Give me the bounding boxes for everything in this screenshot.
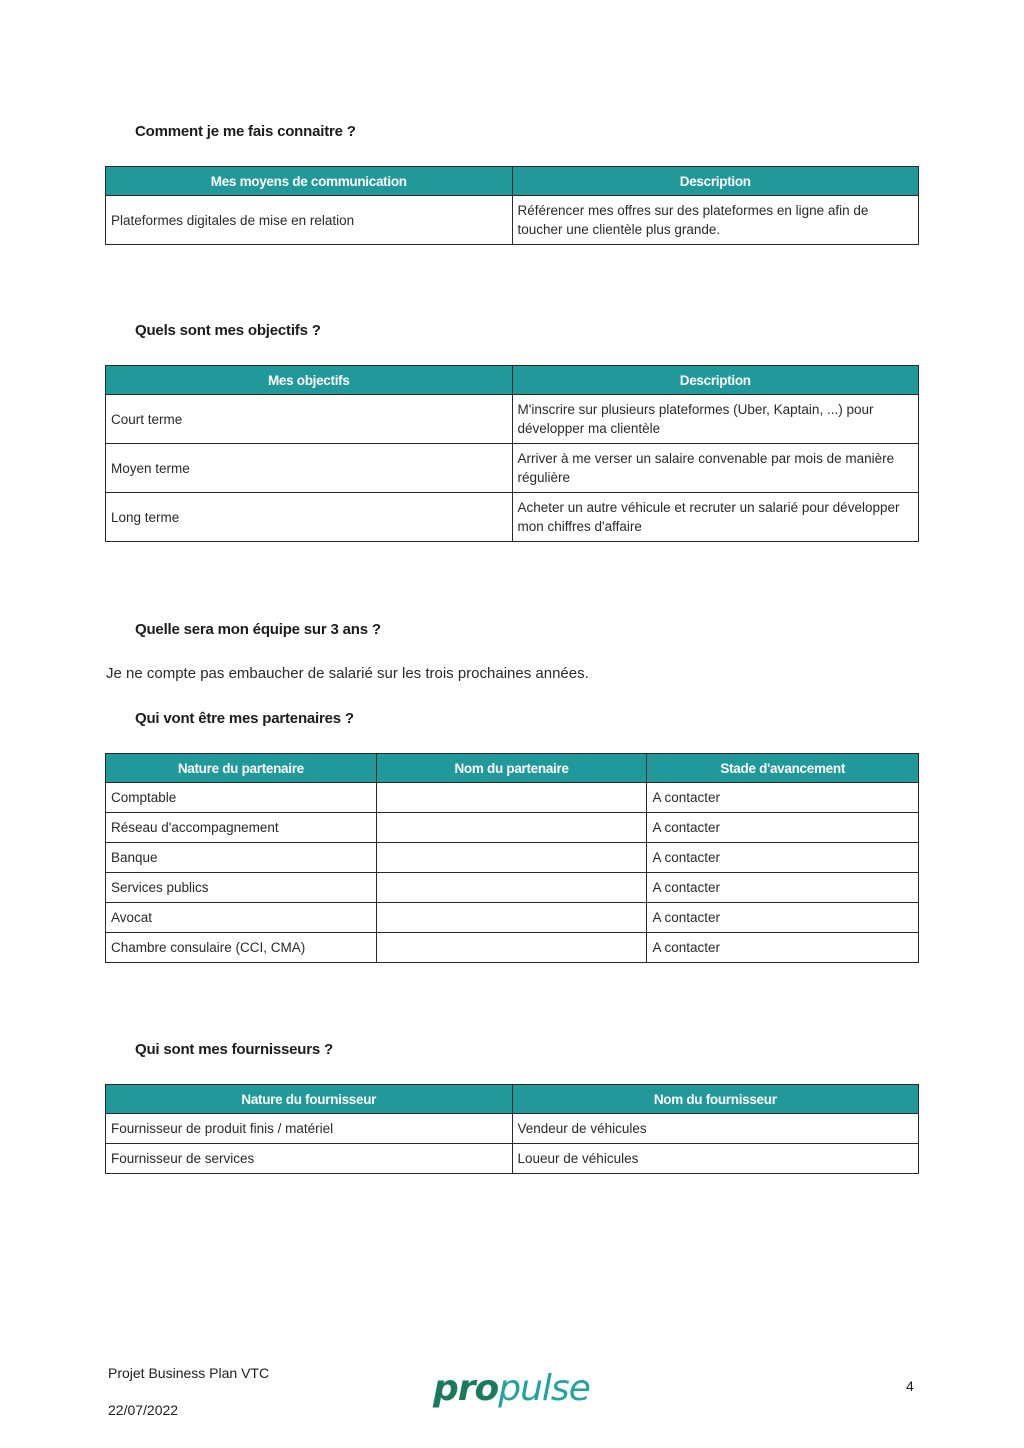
table-cell	[376, 933, 647, 963]
footer-project-name: Projet Business Plan VTC	[108, 1365, 270, 1381]
table-cell: Réseau d'accompagnement	[106, 813, 377, 843]
table-cell: Avocat	[106, 903, 377, 933]
table-row	[106, 933, 919, 963]
table-row	[106, 1114, 919, 1144]
table-cell: Court terme	[106, 395, 513, 444]
table-cell: Plateformes digitales de mise en relation	[106, 196, 513, 245]
table-cell: A contacter	[647, 813, 919, 843]
fournisseurs-table	[105, 1084, 919, 1174]
table-row	[106, 395, 919, 444]
column-header: Stade d'avancement	[647, 754, 919, 783]
table-row	[106, 873, 919, 903]
table-cell: M'inscrire sur plusieurs plateformes (Uber, Kaptain, ...) pour développer ma clientèle	[512, 395, 919, 444]
table-cell: A contacter	[647, 903, 919, 933]
table-row	[106, 783, 919, 813]
table-cell: Loueur de véhicules	[512, 1144, 919, 1174]
column-header: Description	[512, 366, 919, 395]
table-cell: Moyen terme	[106, 444, 513, 493]
table-cell: Comptable	[106, 783, 377, 813]
column-header: Description	[512, 167, 919, 196]
footer-date: 22/07/2022	[108, 1402, 179, 1418]
section-title-equipe: Quelle sera mon équipe sur 3 ans ?	[135, 621, 381, 638]
table-cell	[376, 783, 647, 813]
table-cell	[376, 903, 647, 933]
table-row	[106, 444, 919, 493]
table-cell: Fournisseur de produit finis / matériel	[106, 1114, 513, 1144]
table-row	[106, 843, 919, 873]
table-cell: Banque	[106, 843, 377, 873]
partenaires-table	[105, 753, 919, 963]
table-cell	[376, 813, 647, 843]
column-header: Mes moyens de communication	[106, 167, 513, 196]
table-cell: Acheter un autre véhicule et recruter un salarié pour développer mon chiffres d'affaire	[512, 493, 919, 542]
table-cell	[376, 873, 647, 903]
table-cell: A contacter	[647, 933, 919, 963]
table-cell: Chambre consulaire (CCI, CMA)	[106, 933, 377, 963]
column-header: Nom du partenaire	[376, 754, 647, 783]
table-row	[106, 1144, 919, 1174]
table-row	[106, 813, 919, 843]
table-row	[106, 903, 919, 933]
table-cell: Vendeur de véhicules	[512, 1114, 919, 1144]
propulse-logo	[433, 1368, 590, 1409]
column-header: Nature du fournisseur	[106, 1085, 513, 1114]
table-row	[106, 196, 919, 245]
column-header: Nature du partenaire	[106, 754, 377, 783]
table-cell: A contacter	[647, 873, 919, 903]
table-cell: Long terme	[106, 493, 513, 542]
table-row	[106, 493, 919, 542]
page-number: 4	[906, 1378, 914, 1394]
table-cell: Services publics	[106, 873, 377, 903]
table-cell: Référencer mes offres sur des plateformes en ligne afin de toucher une clientèle plus grande.	[512, 196, 919, 245]
table-cell	[376, 843, 647, 873]
logo-part-pulse: pulse	[498, 1368, 590, 1409]
table-cell: Fournisseur de services	[106, 1144, 513, 1174]
section-title-communication: Comment je me fais connaitre ?	[135, 123, 356, 140]
objectifs-table	[105, 365, 919, 542]
table-cell: A contacter	[647, 783, 919, 813]
logo-part-pro: pro	[433, 1368, 499, 1409]
section-title-partenaires: Qui vont être mes partenaires ?	[135, 710, 354, 727]
table-cell: Arriver à me verser un salaire convenable par mois de manière régulière	[512, 444, 919, 493]
column-header: Mes objectifs	[106, 366, 513, 395]
communication-table	[105, 166, 919, 245]
table-cell: A contacter	[647, 843, 919, 873]
section-title-objectifs: Quels sont mes objectifs ?	[135, 322, 321, 339]
column-header: Nom du fournisseur	[512, 1085, 919, 1114]
section-title-fournisseurs: Qui sont mes fournisseurs ?	[135, 1041, 333, 1058]
equipe-text: Je ne compte pas embaucher de salarié sur les trois prochaines années.	[106, 665, 589, 682]
